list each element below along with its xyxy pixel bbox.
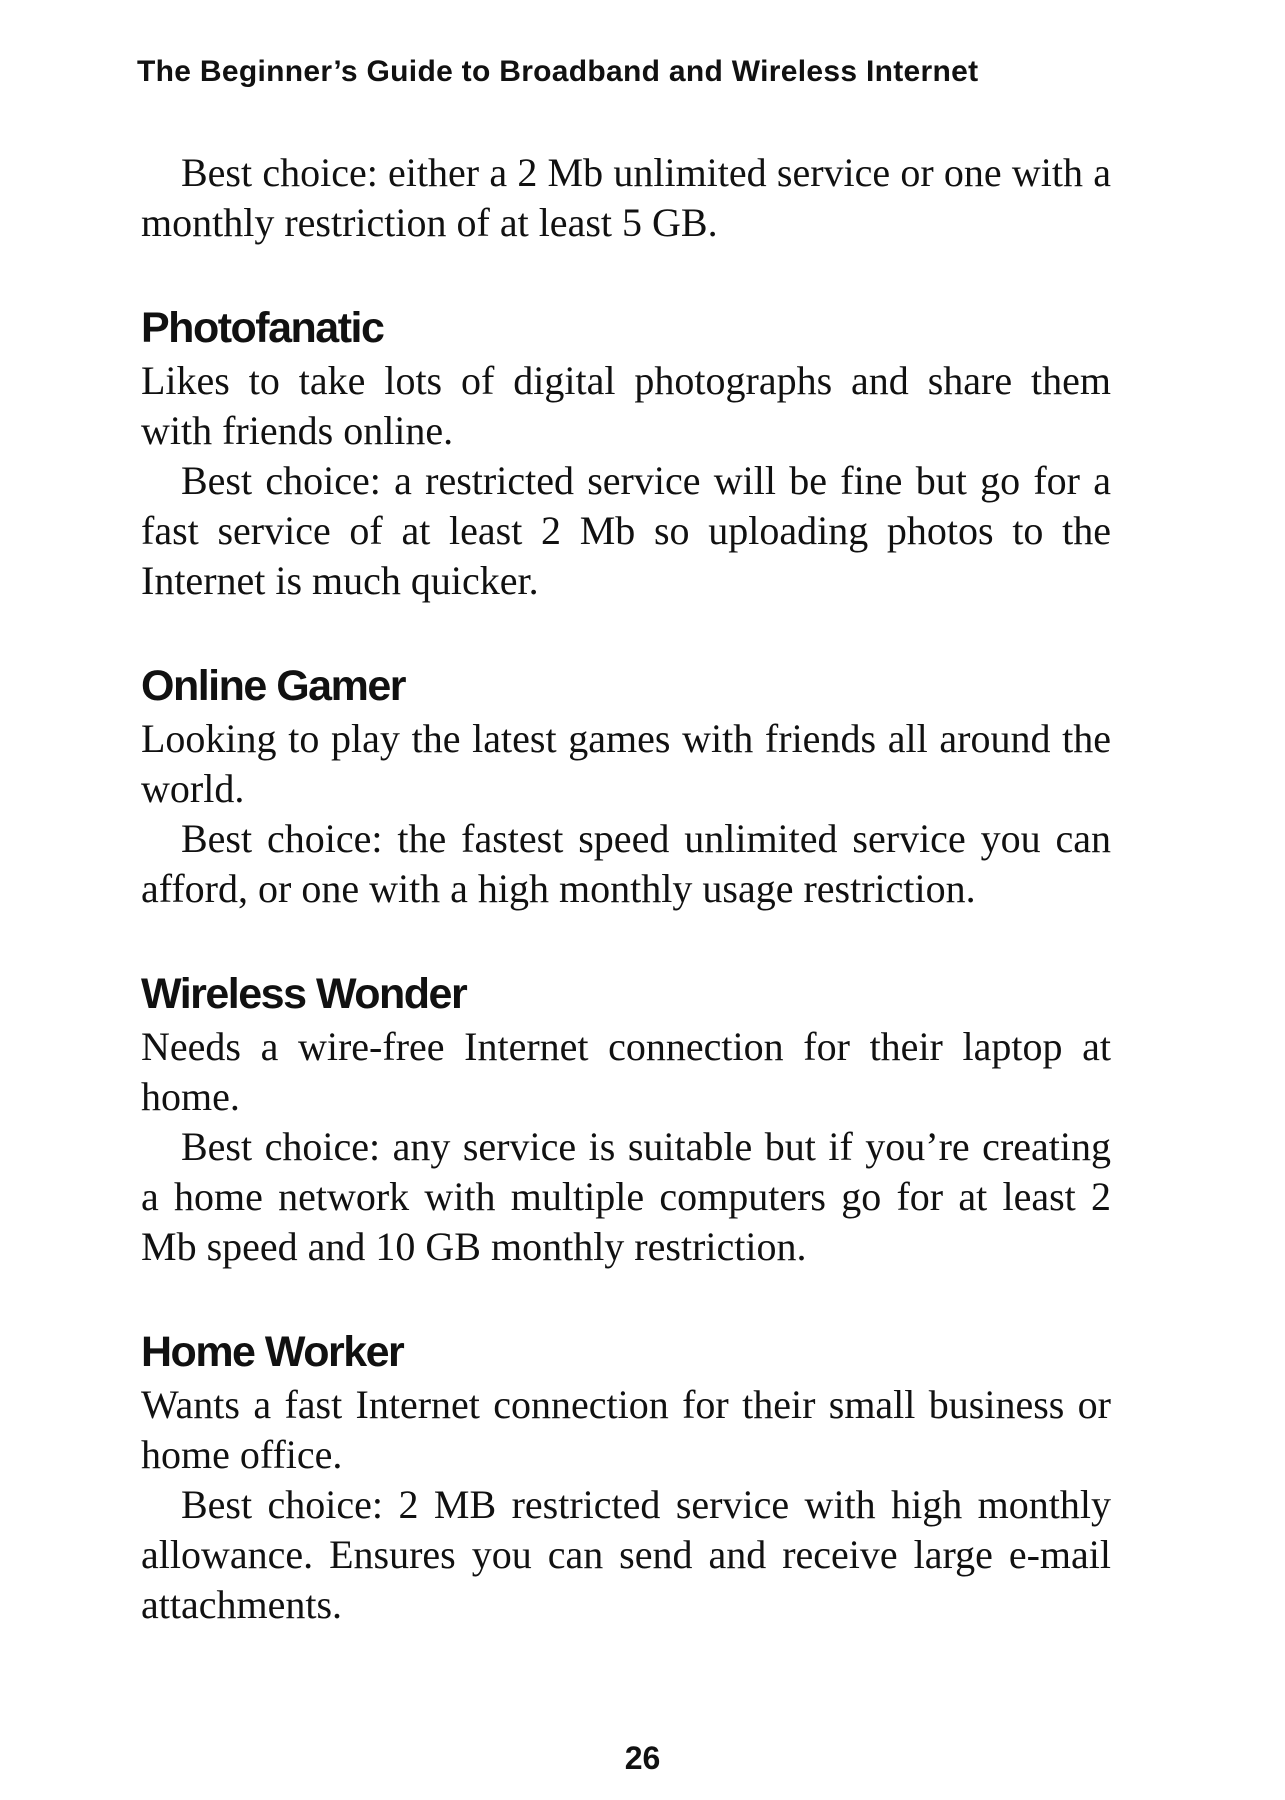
section-best-choice: Best choice: 2 MB restricted service with high monthly allowance. Ensures you can send and receive large e-mail attachments.	[141, 1482, 1111, 1627]
section-description: Looking to play the latest games with friends all around the world.	[141, 716, 1111, 811]
section-heading: Online Gamer	[141, 662, 405, 710]
section-description: Likes to take lots of digital photographs and share them with friends online.	[141, 358, 1111, 453]
section-best-choice: Best choice: any service is suitable but if you’re creating a home network with multiple computers go for at least 2 Mb speed and 10 GB monthly restriction.	[141, 1124, 1111, 1269]
section-heading: Photofanatic	[141, 304, 384, 352]
page-number: 26	[624, 1740, 661, 1776]
section-description: Needs a wire-free Internet connection for their laptop at home.	[141, 1024, 1111, 1119]
section-best-choice: Best choice: a restricted service will be fine but go for a fast service of at least 2 Mb so uploading photos to the Internet is much quicker.	[141, 458, 1111, 603]
intro-best-choice: Best choice: either a 2 Mb unlimited service or one with a monthly restriction of at least 5 GB.	[141, 150, 1111, 245]
section-home-worker	[141, 1327, 1111, 1630]
section-online-gamer	[141, 661, 1111, 914]
section-description: Wants a fast Internet connection for their small business or home office.	[141, 1382, 1111, 1477]
section-heading: Home Worker	[141, 1328, 404, 1376]
section-heading: Wireless Wonder	[141, 970, 467, 1018]
section-wireless-wonder	[141, 969, 1111, 1272]
section-best-choice: Best choice: the fastest speed unlimited service you can afford, or one with a high monthly usage restriction.	[141, 816, 1111, 911]
page-content	[141, 148, 1111, 1630]
running-head: The Beginner’s Guide to Broadband and Wireless Internet	[137, 55, 979, 88]
section-photofanatic	[141, 303, 1111, 606]
